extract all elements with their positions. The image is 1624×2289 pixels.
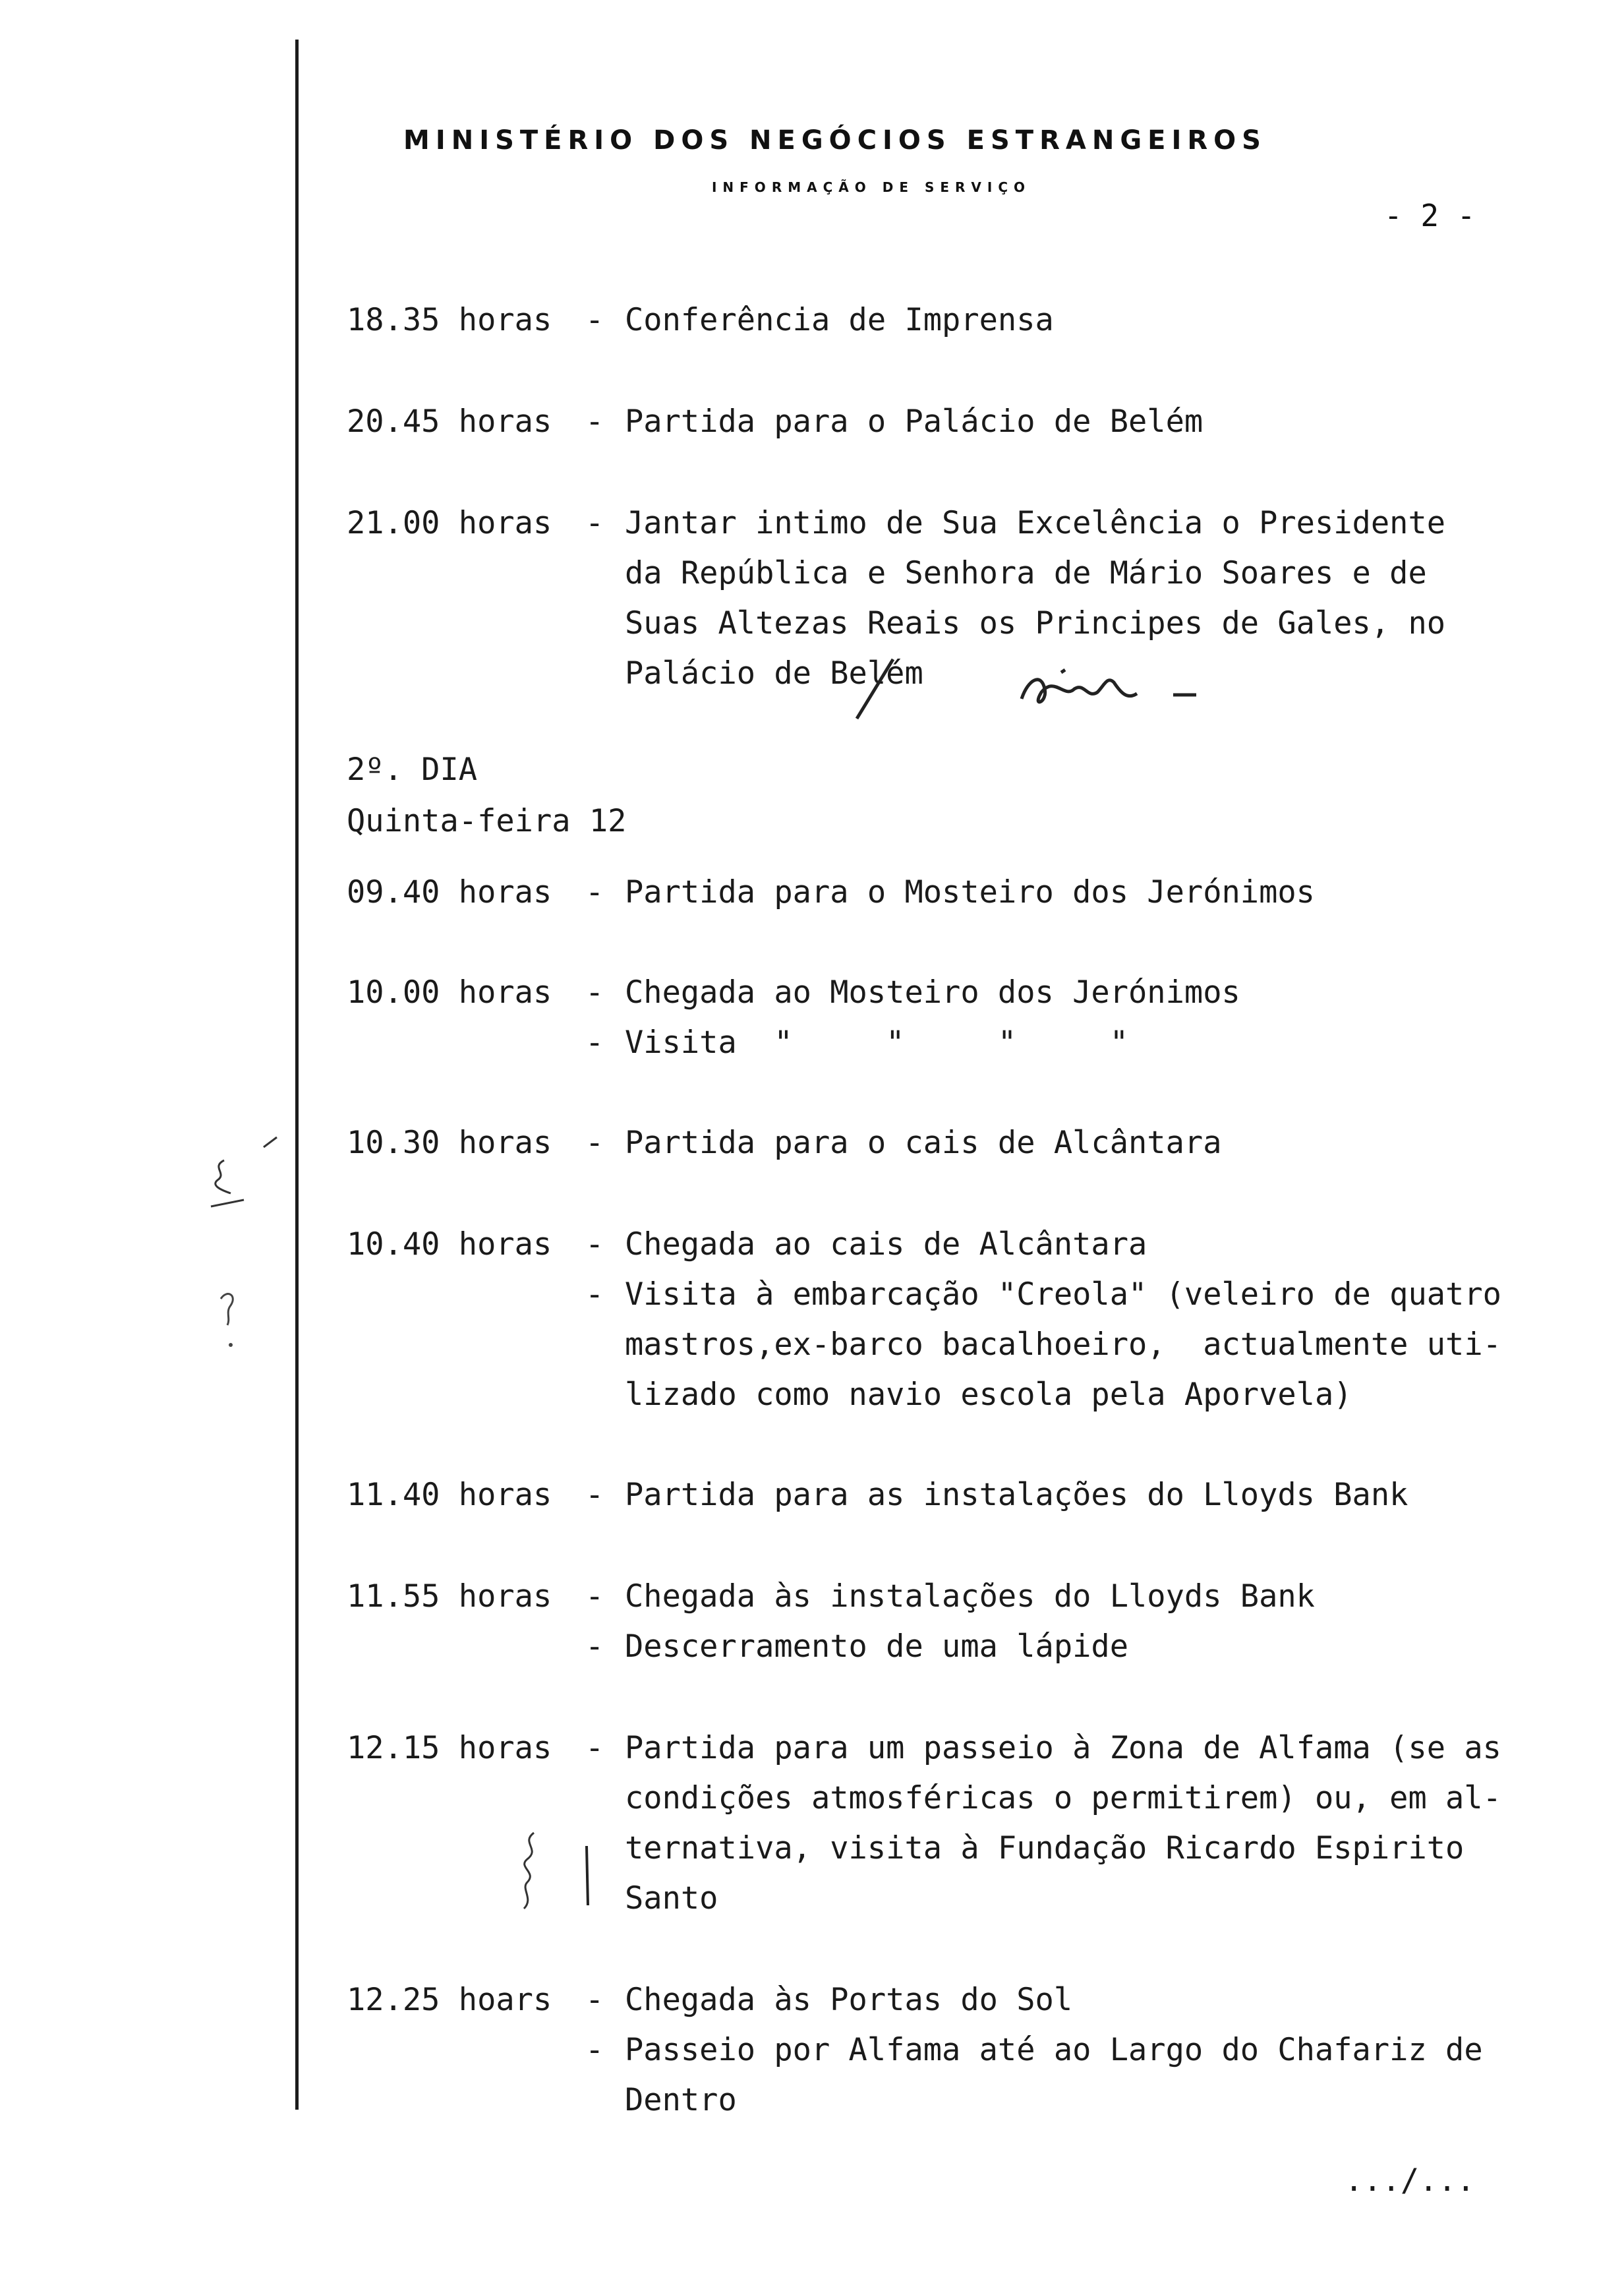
entry-dash: - (585, 974, 604, 1011)
entry-dash: - (585, 1628, 604, 1665)
entry-time: 11.40 horas (347, 1477, 552, 1513)
entry-text: Suas Altezas Reais os Principes de Gales, no (625, 605, 1446, 641)
entry-dash: - (585, 1226, 604, 1263)
continuation-marker: .../... (1345, 2162, 1476, 2199)
service-subheader: INFORMAÇÃO DE SERVIÇO (711, 179, 1031, 195)
entry-text: Partida para o cais de Alcântara (625, 1125, 1222, 1161)
ministry-header: MINISTÉRIO DOS NEGÓCIOS ESTRANGEIROS (403, 125, 1267, 156)
entry-text: Jantar intimo de Sua Excelência o Presidente (625, 505, 1446, 541)
margin-handwritten-mark (204, 1134, 283, 1213)
entry-time: 18.35 horas (347, 302, 552, 338)
entry-text: Chegada ao Mosteiro dos Jerónimos (625, 974, 1240, 1011)
entry-time: 10.00 horas (347, 974, 552, 1011)
entry-dash: - (585, 2032, 604, 2068)
entry-time: 12.15 horas (347, 1730, 552, 1766)
entry-text: Santo (625, 1880, 718, 1917)
entry-time: 11.55 horas (347, 1578, 552, 1615)
entry-time: 20.45 horas (347, 403, 552, 440)
entry-text: Visita à embarcação "Creola" (veleiro de quatro (625, 1276, 1501, 1313)
entry-text: Chegada às Portas do Sol (625, 1982, 1073, 2018)
entry-text: Chegada às instalações do Lloyds Bank (625, 1578, 1315, 1615)
entry-time: 21.00 horas (347, 505, 552, 541)
entry-text: Passeio por Alfama até ao Largo do Chafariz de (625, 2032, 1483, 2068)
entry-dash: - (585, 1477, 604, 1513)
entry-time: 10.40 horas (347, 1226, 552, 1263)
entry-text: Visita " " " " (625, 1025, 1129, 1061)
entry-dash: - (585, 874, 604, 910)
entry-text: condições atmosféricas o permitirem) ou, em al- (625, 1780, 1501, 1816)
entry-dash: - (585, 1125, 604, 1161)
entry-dash: - (585, 1025, 604, 1061)
entry-time: 12.25 hoars (347, 1982, 552, 2018)
entry-text: Partida para um passeio à Zona de Alfama (se as (625, 1730, 1501, 1766)
entry-text: Dentro (625, 2082, 737, 2118)
entry-text: da República e Senhora de Mário Soares e de (625, 555, 1427, 591)
margin-handwritten-mark (211, 1286, 250, 1358)
entry-dash: - (585, 1276, 604, 1313)
entry-text: lizado como navio escola pela Aporvela) (625, 1377, 1352, 1413)
entry-text: Conferência de Imprensa (625, 302, 1054, 338)
entry-text: ternativa, visita à Fundação Ricardo Espirito (625, 1830, 1464, 1866)
entry-text: Chegada ao cais de Alcântara (625, 1226, 1147, 1263)
entry-text: Palácio de Belém (625, 655, 923, 692)
day-heading: 2º. DIA (347, 752, 478, 788)
entry-text: Partida para as instalações do Lloyds Bank (625, 1477, 1408, 1513)
entry-dash: - (585, 403, 604, 440)
entry-text: Descerramento de uma lápide (625, 1628, 1129, 1665)
entry-time: 09.40 horas (347, 874, 552, 910)
entry-dash: - (585, 505, 604, 541)
entry-dash: - (585, 1578, 604, 1615)
entry-text: Partida para o Mosteiro dos Jerónimos (625, 874, 1315, 910)
entry-text: Partida para o Palácio de Belém (625, 403, 1204, 440)
handwritten-initials-mark (844, 653, 1226, 725)
entry-dash: - (585, 1982, 604, 2018)
entry-text: mastros,ex-barco bacalhoeiro, actualmente uti- (625, 1326, 1501, 1363)
margin-handwritten-bracket-mark (514, 1826, 606, 1925)
entry-time: 10.30 horas (347, 1125, 552, 1161)
margin-rule (295, 40, 299, 2110)
page-number: - 2 - (1384, 198, 1476, 233)
day-date: Quinta-feira 12 (347, 803, 627, 839)
entry-dash: - (585, 302, 604, 338)
entry-dash: - (585, 1730, 604, 1766)
